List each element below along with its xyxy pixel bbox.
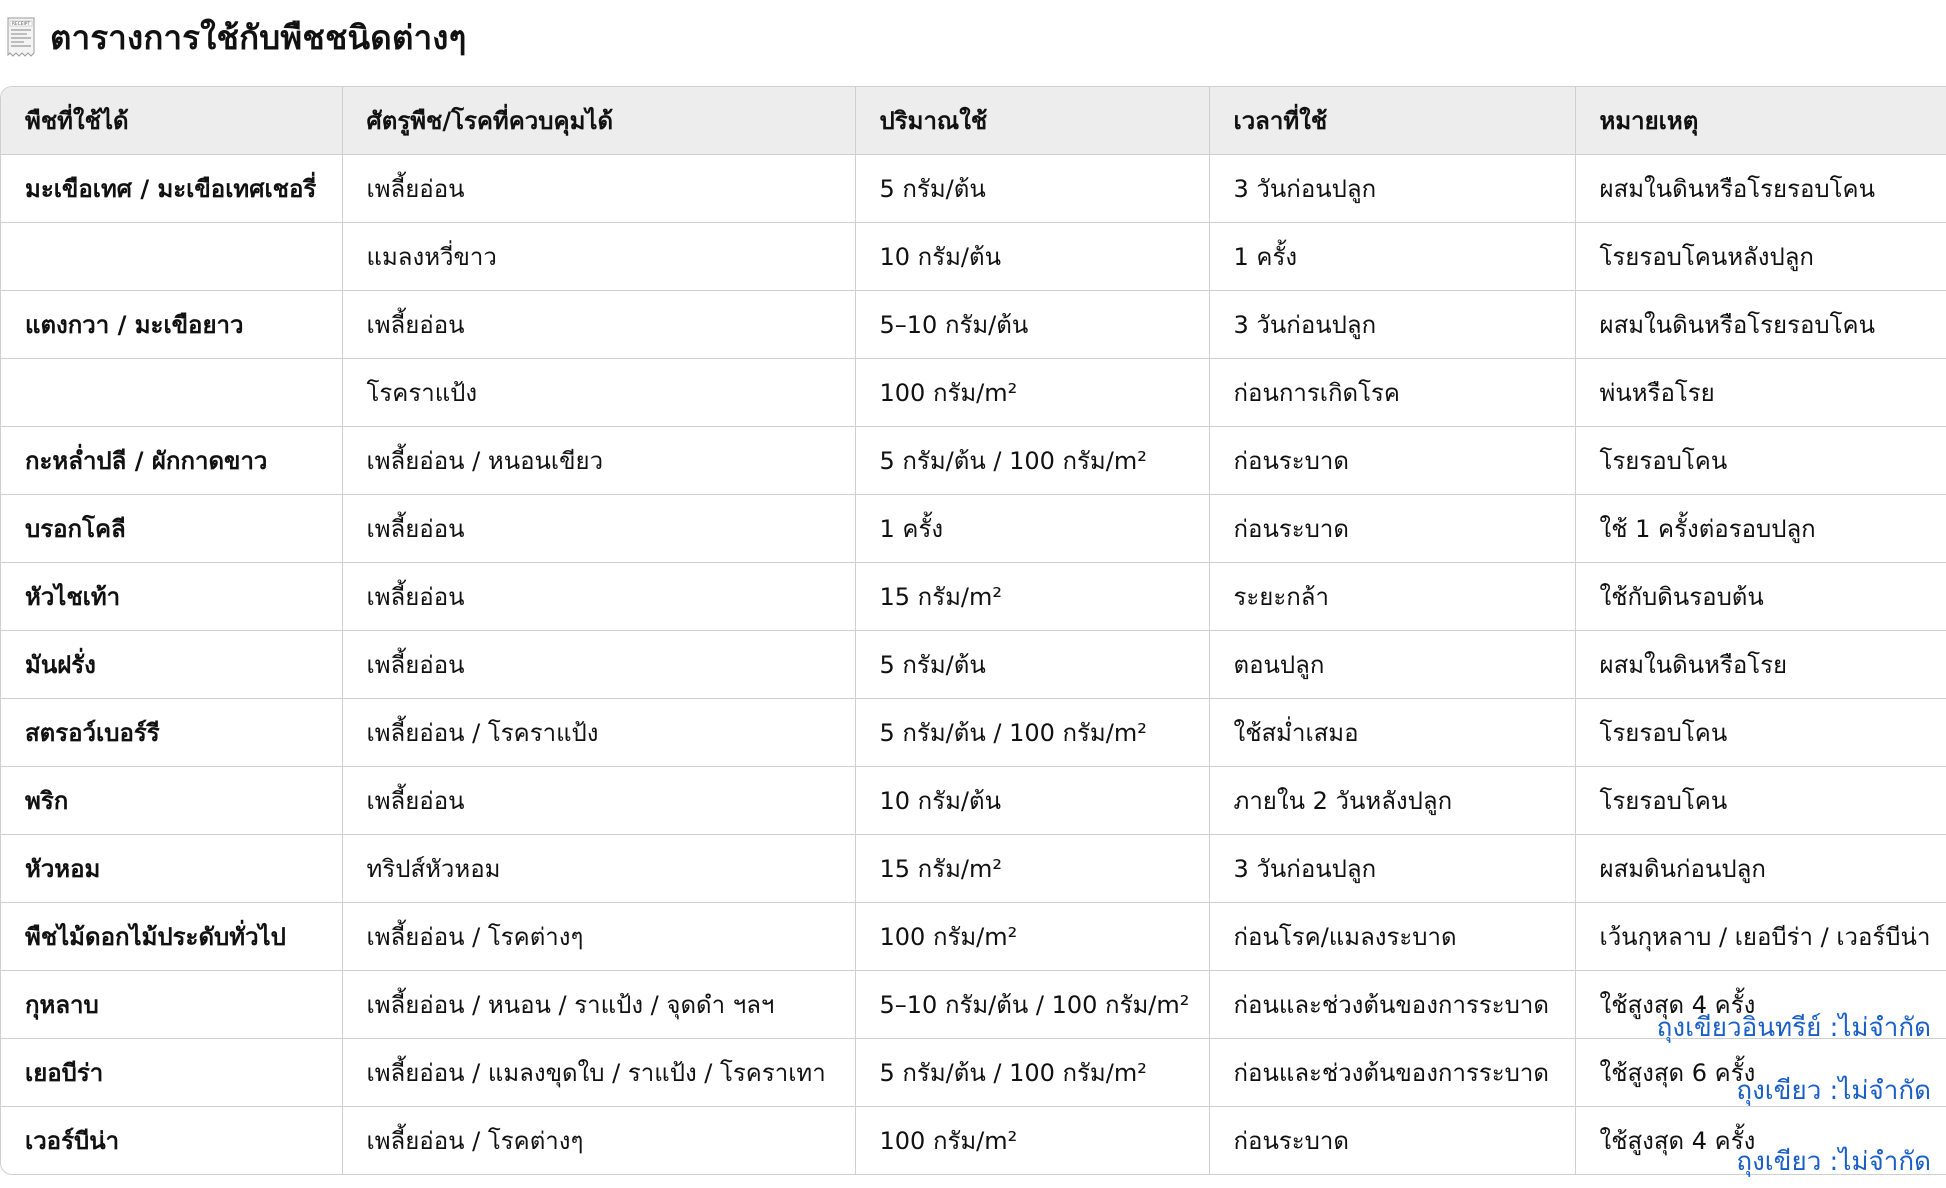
cell-pest: เพลี้ยอ่อน / แมลงขุดใบ / ราแป้ง / โรคราเทา xyxy=(342,1038,855,1106)
cell-crop: สตรอว์เบอร์รี xyxy=(1,698,342,766)
cell-remarks: ผสมในดินหรือโรยรอบโคน xyxy=(1575,290,1946,358)
cell-remarks: ใช้สูงสุด 6 ครั้ง xyxy=(1575,1038,1946,1106)
overlay-label-green-bag: ถุงเขียว :ไม่จำกัด xyxy=(1736,1076,1931,1106)
cell-crop: เวอร์บีน่า xyxy=(1,1106,342,1174)
table-row xyxy=(1,766,1946,834)
cell-timing: 1 ครั้ง xyxy=(1209,222,1575,290)
cell-remarks: พ่นหรือโรย xyxy=(1575,358,1946,426)
cell-remarks: โรยรอบโคน xyxy=(1575,698,1946,766)
cell-pest: เพลี้ยอ่อน xyxy=(342,766,855,834)
cell-timing: ระยะกล้า xyxy=(1209,562,1575,630)
overlay-label-green-bag: ถุงเขียว :ไม่จำกัด xyxy=(1736,1147,1931,1177)
crop-usage-table xyxy=(0,86,1946,1175)
cell-remarks: ใช้สูงสุด 4 ครั้ง xyxy=(1599,1126,1756,1155)
cell-crop: พืชไม้ดอกไม้ประดับทั่วไป xyxy=(1,902,342,970)
cell-crop: พริก xyxy=(1,766,342,834)
cell-remarks: ผสมในดินหรือโรย xyxy=(1575,630,1946,698)
column-header-timing: เวลาที่ใช้ xyxy=(1209,87,1575,154)
cell-crop: บรอกโคลี xyxy=(1,494,342,562)
table-row xyxy=(1,834,1946,902)
column-header-remarks: หมายเหตุ xyxy=(1575,87,1946,154)
table-row xyxy=(1,154,1946,222)
cell-pest: โรคราแป้ง xyxy=(342,358,855,426)
receipt-icon-text: RECEIPT xyxy=(11,22,31,28)
table-row xyxy=(1,698,1946,766)
table-header-row xyxy=(1,87,1946,154)
table-row xyxy=(1,222,1946,290)
cell-dosage: 100 กรัม/m² xyxy=(855,902,1209,970)
table-row xyxy=(1,630,1946,698)
cell-dosage: 5 กรัม/ต้น xyxy=(855,154,1209,222)
table-row xyxy=(1,902,1946,970)
table-row xyxy=(1,970,1946,1038)
cell-dosage: 1 ครั้ง xyxy=(855,494,1209,562)
column-header-dosage: ปริมาณใช้ xyxy=(855,87,1209,154)
cell-timing: ก่อนระบาด xyxy=(1209,494,1575,562)
cell-remarks: ใช้กับดินรอบต้น xyxy=(1575,562,1946,630)
cell-pest: เพลี้ยอ่อน xyxy=(342,154,855,222)
receipt-icon xyxy=(6,17,36,57)
cell-crop xyxy=(1,358,342,426)
table-row xyxy=(1,1038,1946,1106)
cell-timing: ใช้สม่ำเสมอ xyxy=(1209,698,1575,766)
cell-dosage: 10 กรัม/ต้น xyxy=(855,766,1209,834)
table-row xyxy=(1,494,1946,562)
cell-remarks: ใช้สูงสุด 4 ครั้ง xyxy=(1575,970,1946,1038)
cell-pest: เพลี้ยอ่อน xyxy=(342,562,855,630)
cell-timing: ภายใน 2 วันหลังปลูก xyxy=(1209,766,1575,834)
cell-dosage: 100 กรัม/m² xyxy=(855,1106,1209,1174)
cell-pest: แมลงหวี่ขาว xyxy=(342,222,855,290)
cell-pest: ทริปส์หัวหอม xyxy=(342,834,855,902)
cell-crop: กะหล่ำปลี / ผักกาดขาว xyxy=(1,426,342,494)
cell-remarks: เว้นกุหลาบ / เยอบีร่า / เวอร์บีน่า xyxy=(1575,902,1946,970)
table-row xyxy=(1,562,1946,630)
table-row xyxy=(1,1106,1946,1174)
cell-pest: เพลี้ยอ่อน / โรคต่างๆ xyxy=(342,902,855,970)
cell-remarks: โรยรอบโคนหลังปลูก xyxy=(1575,222,1946,290)
cell-timing: 3 วันก่อนปลูก xyxy=(1209,834,1575,902)
cell-crop: กุหลาบ xyxy=(1,970,342,1038)
table-row xyxy=(1,426,1946,494)
cell-dosage: 5 กรัม/ต้น / 100 กรัม/m² xyxy=(855,426,1209,494)
cell-dosage: 15 กรัม/m² xyxy=(855,834,1209,902)
cell-crop xyxy=(1,222,342,290)
cell-crop: แตงกวา / มะเขือยาว xyxy=(1,290,342,358)
cell-pest: เพลี้ยอ่อน / หนอนเขียว xyxy=(342,426,855,494)
cell-remarks: ผสมดินก่อนปลูก xyxy=(1575,834,1946,902)
cell-timing: ก่อนระบาด xyxy=(1209,1106,1575,1174)
cell-crop: มะเขือเทศ / มะเขือเทศเชอรี่ xyxy=(1,154,342,222)
table-row xyxy=(1,358,1946,426)
cell-timing: ก่อนการเกิดโรค xyxy=(1209,358,1575,426)
cell-dosage: 5 กรัม/ต้น / 100 กรัม/m² xyxy=(855,1038,1209,1106)
cell-dosage: 5–10 กรัม/ต้น xyxy=(855,290,1209,358)
cell-pest: เพลี้ยอ่อน xyxy=(342,494,855,562)
cell-dosage: 5–10 กรัม/ต้น / 100 กรัม/m² xyxy=(855,970,1209,1038)
cell-crop: มันฝรั่ง xyxy=(1,630,342,698)
cell-timing: 3 วันก่อนปลูก xyxy=(1209,290,1575,358)
cell-timing: ก่อนและช่วงต้นของการระบาด xyxy=(1209,1038,1575,1106)
cell-remarks: โรยรอบโคน xyxy=(1575,426,1946,494)
table-row xyxy=(1,290,1946,358)
cell-timing: ก่อนโรค/แมลงระบาด xyxy=(1209,902,1575,970)
cell-crop: หัวหอม xyxy=(1,834,342,902)
cell-dosage: 100 กรัม/m² xyxy=(855,358,1209,426)
cell-remarks: ใช้ 1 ครั้งต่อรอบปลูก xyxy=(1575,494,1946,562)
cell-dosage: 5 กรัม/ต้น / 100 กรัม/m² xyxy=(855,698,1209,766)
column-header-crop: พืชที่ใช้ได้ xyxy=(1,87,342,154)
cell-crop: หัวไชเท้า xyxy=(1,562,342,630)
cell-pest: เพลี้ยอ่อน / หนอน / ราแป้ง / จุดดำ ฯลฯ xyxy=(342,970,855,1038)
crop-table xyxy=(1,87,1946,1174)
cell-dosage: 5 กรัม/ต้น xyxy=(855,630,1209,698)
cell-timing: ก่อนและช่วงต้นของการระบาด xyxy=(1209,970,1575,1038)
cell-timing: ตอนปลูก xyxy=(1209,630,1575,698)
overlay-label-organic-green-bag: ถุงเขียวอินทรีย์ :ไม่จำกัด xyxy=(1656,1013,1931,1043)
cell-timing: 3 วันก่อนปลูก xyxy=(1209,154,1575,222)
page-title: ตารางการใช้กับพืชชนิดต่างๆ xyxy=(50,17,467,57)
cell-dosage: 10 กรัม/ต้น xyxy=(855,222,1209,290)
cell-pest: เพลี้ยอ่อน xyxy=(342,290,855,358)
cell-remarks: ผสมในดินหรือโรยรอบโคน xyxy=(1575,154,1946,222)
cell-pest: เพลี้ยอ่อน / โรคต่างๆ xyxy=(342,1106,855,1174)
column-header-pest: ศัตรูพืช/โรคที่ควบคุมได้ xyxy=(342,87,855,154)
page-header xyxy=(6,12,467,62)
cell-remarks: โรยรอบโคน xyxy=(1575,766,1946,834)
cell-crop: เยอบีร่า xyxy=(1,1038,342,1106)
cell-pest: เพลี้ยอ่อน xyxy=(342,630,855,698)
cell-timing: ก่อนระบาด xyxy=(1209,426,1575,494)
cell-pest: เพลี้ยอ่อน / โรคราแป้ง xyxy=(342,698,855,766)
cell-dosage: 15 กรัม/m² xyxy=(855,562,1209,630)
